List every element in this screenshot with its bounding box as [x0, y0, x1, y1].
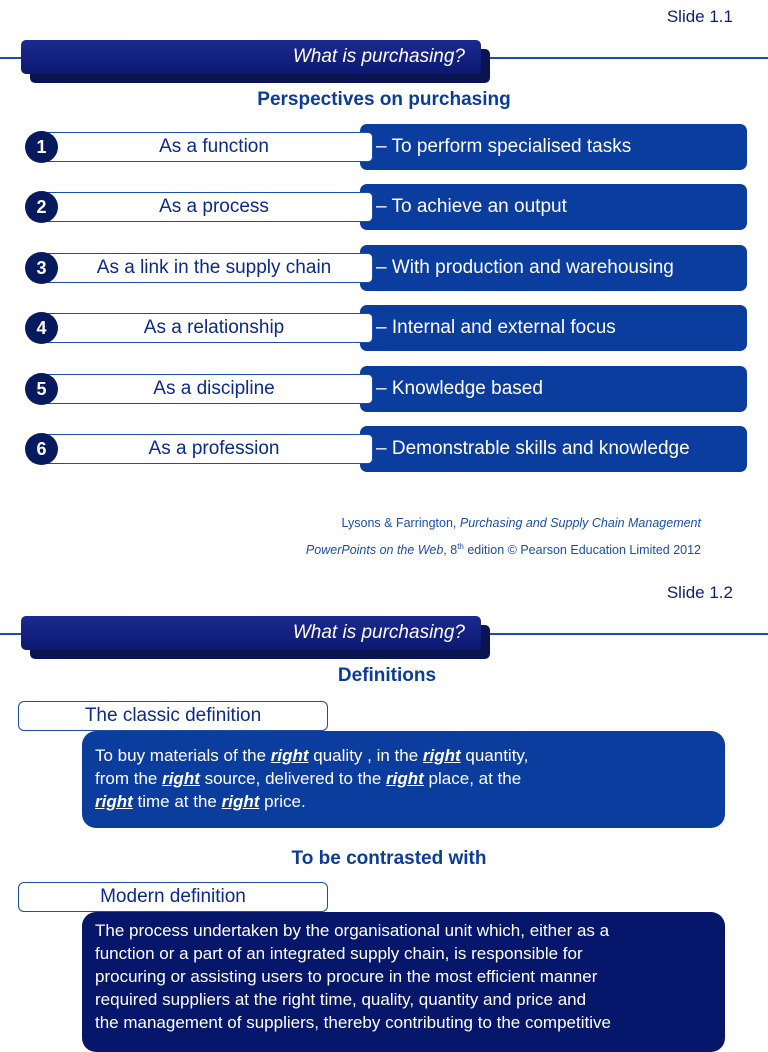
- perspective-row: [0, 305, 768, 351]
- number-badge: 6: [25, 433, 58, 465]
- perspective-row: [0, 245, 768, 291]
- perspective-label: As a relationship: [33, 313, 373, 343]
- number-badge: 4: [25, 312, 58, 344]
- perspective-description: – To achieve an output: [360, 184, 747, 230]
- modern-definition-box: [82, 912, 725, 1052]
- perspective-description: – Demonstrable skills and knowledge: [360, 426, 747, 472]
- modern-definition-label: Modern definition: [18, 882, 328, 912]
- citation-line-1: Lysons & Farrington, Purchasing and Supply Chain Management: [341, 516, 701, 530]
- number-badge: 3: [25, 252, 58, 284]
- perspective-row: [0, 124, 768, 170]
- number-badge: 1: [25, 131, 58, 163]
- perspective-label: As a profession: [33, 434, 373, 464]
- perspective-description: – To perform specialised tasks: [360, 124, 747, 170]
- perspective-row: [0, 426, 768, 472]
- slide-title: What is purchasing?: [21, 616, 481, 650]
- perspective-row: [0, 366, 768, 412]
- modern-definition-line: function or a part of an integrated supply chain, is responsible for: [95, 944, 583, 963]
- slide-number: Slide 1.2: [666, 583, 733, 602]
- modern-definition-line: The process undertaken by the organisational unit which, either as a: [95, 921, 610, 940]
- contrast-heading: To be contrasted with: [291, 848, 487, 869]
- perspective-row: [0, 184, 768, 230]
- slide-title: What is purchasing?: [21, 40, 481, 74]
- slide-subheading: Definitions: [337, 665, 437, 686]
- perspective-label: As a link in the supply chain: [33, 253, 373, 283]
- perspective-label: As a process: [33, 192, 373, 222]
- perspective-description: – Internal and external focus: [360, 305, 747, 351]
- slide-subheading: Perspectives on purchasing: [257, 89, 511, 110]
- classic-definition-label: The classic definition: [18, 701, 328, 731]
- classic-definition-box: To buy materials of the right quality , in the right quantity, from the right source, delivered to the right place, at the right time at the right price.: [82, 731, 725, 828]
- modern-definition-line: required suppliers at the right time, quality, quantity and price and: [95, 990, 587, 1009]
- number-badge: 2: [25, 191, 58, 223]
- modern-definition-line: the management of suppliers, thereby contributing to the competitive: [95, 1013, 611, 1032]
- perspective-label: As a function: [33, 132, 373, 162]
- number-badge: 5: [25, 373, 58, 405]
- citation-line-2: PowerPoints on the Web, 8th edition © Pearson Education Limited 2012: [305, 542, 701, 558]
- slide-number: Slide 1.1: [666, 7, 733, 26]
- citation-footer: [306, 512, 701, 562]
- modern-definition-line: procuring or assisting users to procure in the most efficient manner: [95, 967, 598, 986]
- perspective-description: – With production and warehousing: [360, 245, 747, 291]
- perspective-label: As a discipline: [33, 374, 373, 404]
- perspective-description: – Knowledge based: [360, 366, 747, 412]
